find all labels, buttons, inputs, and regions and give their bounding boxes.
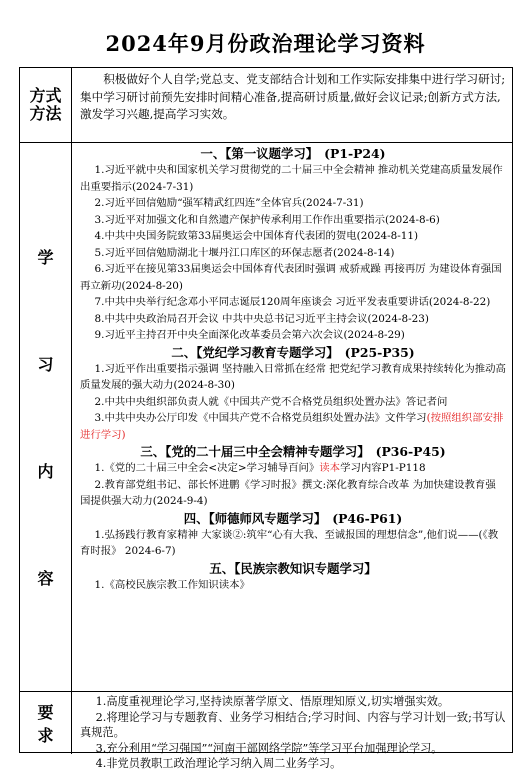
study-item: [80, 212, 506, 229]
study-item: [80, 245, 506, 262]
section-title: 四、【师德师风专题学习】: [183, 510, 327, 526]
method-cell: [72, 68, 512, 142]
requirement-item: 1.高度重视理论学习,坚持读原著学原文、悟原理知原义,切实增强实效。: [95, 695, 450, 708]
study-item-tail: 学习内容P1-P118: [340, 462, 426, 474]
study-item-text: 2.中共中央组织部负责人就《中国共产党不合格党员组织处置办法》答记者问: [94, 395, 448, 408]
study-item: [80, 477, 506, 510]
study-item: [80, 394, 506, 411]
requirements-cell: [72, 692, 512, 770]
requirements-label-char: 求: [37, 726, 54, 745]
section-title: 三、【党的二十届三中全会精神专题学习】: [140, 444, 370, 459]
study-item-text: 2.教育部党组书记、部长怀进鹏《学习时报》撰文:深化教育综合改革 为加快建设教育强国提供强大动力(2024-9-4): [80, 478, 496, 507]
section-heading: [80, 145, 506, 162]
study-item: [80, 410, 506, 443]
study-item-text: 1.弘扬践行教育家精神 大家谈②:筑牢“心有大我、至诚报国的理想信念”,他们说——(《教育时报》 2024-6-7): [80, 528, 499, 557]
section-pages: (P36-P45): [375, 444, 446, 459]
section-heading: [80, 344, 506, 361]
requirements-label: [20, 692, 72, 754]
content-label-char: 学: [37, 248, 54, 267]
requirement-item: 2.将理论学习与专题教育、业务学习相结合;学习时间、内容与学习计划一致;书写认真规范。: [80, 710, 506, 739]
study-item-text: 3.中共中央办公厅印发《中国共产党不合格党员组织处置办法》文件学习: [94, 412, 427, 424]
study-item-text: 4.中共中央国务院致第33届奥运会中国体育代表团的贺电(2024-8-11): [94, 230, 419, 242]
study-item-text: 1.《党的二十届三中全会<决定>学习辅导百问》: [94, 462, 320, 474]
study-item: [80, 327, 506, 344]
section-heading: [80, 560, 506, 577]
requirement-item: 3.充分利用“学习强国”“河南干部网络学院”等学习平台加强理论学习。: [95, 741, 443, 755]
section-heading: [80, 443, 506, 460]
study-item: [80, 460, 506, 477]
study-plan-table: [19, 67, 513, 770]
method-label: [20, 68, 72, 142]
content-label-char: 内: [37, 462, 54, 481]
content-row: [20, 143, 512, 692]
study-item-text: 5.习近平回信勉励湖北十堰丹江口库区的环保志愿者(2024-8-14): [94, 246, 395, 259]
study-item: [80, 162, 506, 195]
study-item-text: 1.习近平作出重要指示强调 坚持融入日常抓在经常 把党纪学习教育成果持续转化为推动高质量发展的强大动力(2024-8-30): [80, 362, 506, 391]
study-item-text: 3.习近平对加强文化和自然遗产保护传承利用工作作出重要指示(2024-8-6): [94, 213, 440, 226]
study-item: [80, 577, 506, 594]
method-row: [20, 68, 512, 143]
study-item-text: 8.中共中央政治局召开会议 中共中央总书记习近平主持会议(2024-8-23): [94, 312, 429, 325]
section-heading: [80, 510, 506, 527]
content-label-char: 习: [37, 355, 54, 374]
section-title: 二、【党纪学习教育专题学习】: [171, 344, 339, 360]
study-item-note: (按照组织部安排进行学习): [80, 412, 504, 441]
requirement-item: 4.非党员教职工政治理论学习纳入周二业务学习。: [95, 757, 342, 770]
study-item: [80, 228, 506, 245]
page-title: 2024年9月份政治理论学习资料: [105, 31, 426, 56]
study-item: [80, 361, 506, 394]
study-item-text: 6.习近平在接见第33届奥运会中国体育代表团时强调 戒骄戒躁 再接再厉 为建设体育强国再立新功(2024-8-20): [80, 263, 502, 292]
method-label-line: 方法: [29, 104, 62, 123]
content-label: [20, 143, 72, 691]
study-item: [80, 261, 506, 294]
content-cell: [72, 143, 512, 691]
study-item-text: 1.《高校民族宗教工作知识读本》: [94, 578, 250, 591]
study-item-text: 2.习近平回信勉励“强军精武红四连”全体官兵(2024-7-31): [94, 197, 364, 209]
section-title: 五、【民族宗教知识专题学习】: [209, 560, 377, 576]
study-item-text: 7.中共中央举行纪念邓小平同志诞辰120周年座谈会 习近平发表重要讲话(2024-8-22): [94, 296, 491, 308]
study-item-note: 读本: [319, 462, 341, 474]
method-text: 积极做好个人自学;党总支、党支部结合计划和工作实际安排集中进行学习研讨;集中学习研讨前预先安排时间精心准备,提高研讨质量,做好会议记录;创新方式方法,激发学习兴趣,提高学习实效。: [80, 72, 506, 121]
method-label-line: 方式: [29, 86, 62, 105]
requirements-label-char: 要: [37, 703, 54, 722]
study-item: [80, 195, 506, 212]
study-item-text: 1.习近平就中央和国家机关学习贯彻党的二十届三中全会精神 推动机关党建高质量发展作出重要指示(2024-7-31): [80, 164, 503, 193]
section-pages: (P25-P35): [344, 344, 415, 360]
requirements-row: [20, 692, 512, 770]
section-pages: (P1-P24): [324, 146, 386, 161]
content-label-char: 容: [37, 569, 54, 588]
study-item-text: 9.习近平主持召开中央全面深化改革委员会第六次会议(2024-8-29): [94, 329, 405, 341]
study-item: [80, 311, 506, 328]
section-pages: (P46-P61): [332, 510, 403, 526]
study-item: [80, 294, 506, 311]
study-item: [80, 527, 506, 560]
section-title: 一、【第一议题学习】: [200, 146, 319, 161]
